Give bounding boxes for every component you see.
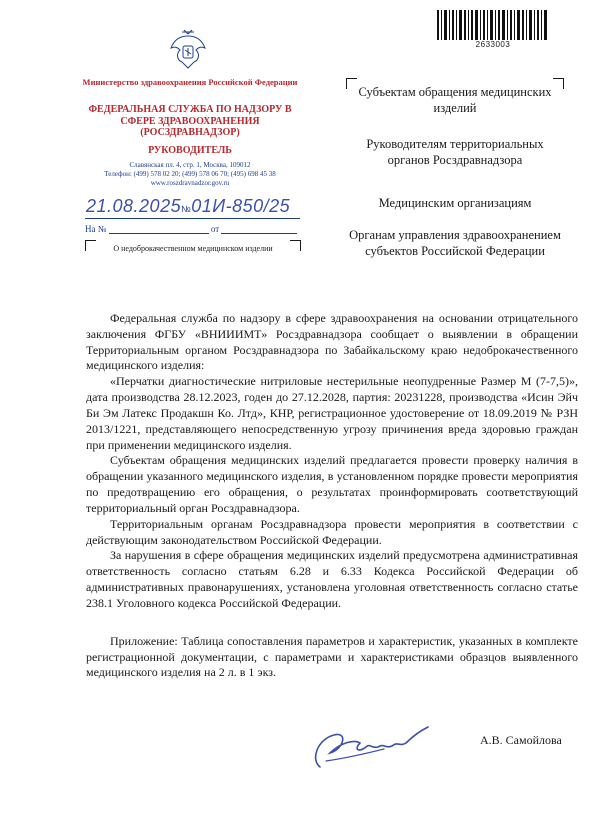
signer-name: А.В. Самойлова (480, 733, 562, 747)
service-name: ФЕДЕРАЛЬНАЯ СЛУЖБА ПО НАДЗОРУ В СФЕРЕ ЗДРАВООХРАНЕНИЯ (РОСЗДРАВНАДЗОР) (88, 104, 292, 138)
addressee-3: Медицинским организациям (378, 196, 532, 210)
barcode-image (437, 10, 547, 40)
registration-underline (85, 218, 300, 219)
attachment-note: Приложение: Таблица сопоставления параметров и характеристик, указанных в комплекте регистрационной документации, с параметрами и характеристиками образцов выявленного медицинского изделия на 2 л. в 1 экз. (86, 633, 578, 680)
from-label: от (210, 224, 220, 234)
number-label: № (181, 204, 192, 214)
sender-address: Славянская пл. 4, стр. 1, Москва, 109012 (129, 161, 251, 169)
body-paragraph: Территориальным органам Росздравнадзора провести мероприятия в соответствии с действующим законодательством Российской Федерации. (86, 516, 578, 547)
body-paragraph: «Перчатки диагностические нитриловые нестерильные неопудренные Размер М (7-7,5)», дата производства 28.12.2023, годен до 27.12.2028, партия: 20231228, производства «Исин Эйч Би Эм Латекс Продакшн Ко. Лтд», КНР, регистрационное удостоверение от 18.09.2019 № РЗН 2013/1221, представляющего непосредственную угрозу причинения вреда здоровью граждан при применении медицинского изделия. (86, 374, 578, 452)
addressee-2: Руководителям территориальных органов Росздравнадзора (366, 137, 544, 167)
barcode-number: 2633003 (475, 40, 511, 49)
contacts-block (80, 161, 300, 188)
reply-label: На № (85, 224, 107, 234)
body-paragraph: Федеральная служба по надзору в сфере здравоохранения на основании отрицательного заключения ФГБУ «ВНИИИМТ» Росздравнадзора сообщает о выявлении в обращении Территориальным органом Росздравнадзора по Забайкальскому краю недоброкачественного медицинского изделия: (86, 311, 578, 373)
coat-of-arms-icon (168, 28, 208, 72)
registration-date: 21.08.2025 (86, 196, 182, 216)
signature-image (300, 719, 460, 771)
ministry-name: Министерство здравоохранения Российской Федерации (82, 77, 298, 87)
sender-phone: Телефон: (499) 578 02 20; (499) 578 06 70; (495) 698 45 38 (104, 170, 276, 179)
letter-subject: О недоброкачественном медицинском изделии (113, 244, 273, 253)
registration-number: 01И-850/25 (191, 196, 291, 216)
sender-website: www.roszdravnadzor.gov.ru (150, 179, 230, 188)
body-paragraph: За нарушения в сфере обращения медицинских изделий предусмотрена административная ответственность согласно статьям 6.28 и 6.33 Кодекса Российской Федерации об административных правонарушениях, установлена уголовная ответственность согласно статье 238.1 Уголовного кодекса Российской Федерации. (86, 548, 578, 610)
registration-line (86, 196, 290, 217)
addressee-4: Органам управления здравоохранением субъектов Российской Федерации (349, 228, 561, 258)
head-title: РУКОВОДИТЕЛЬ (148, 145, 232, 156)
body-paragraph: Субъектам обращения медицинских изделий предлагается провести проверку наличия в обращении указанного медицинского изделия, в установленном порядке провести мероприятия по предотвращению его обращения, о результатах проинформировать соответствующий территориальный орган Росздравнадзора. (86, 453, 578, 515)
reply-date-line (221, 224, 297, 234)
addressee-1: Субъектам обращения медицинских изделий (358, 85, 552, 115)
reply-number-line (109, 224, 209, 234)
reply-reference (85, 224, 297, 234)
letter-body (86, 311, 578, 681)
